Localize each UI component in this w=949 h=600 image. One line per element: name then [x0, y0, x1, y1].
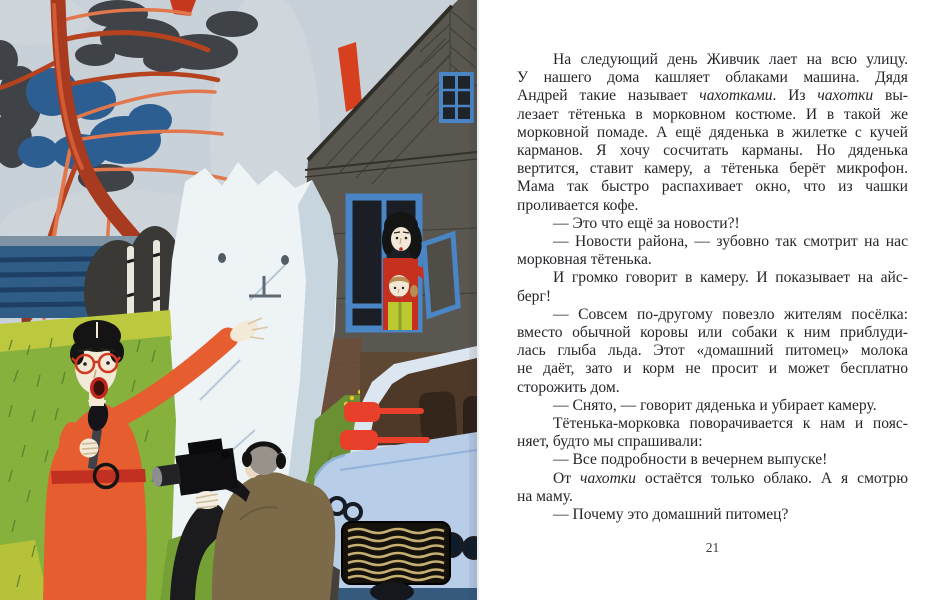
page-number: 21 — [705, 540, 720, 555]
text-line: От чахотки остаётся только облако. А я смотрю — [553, 469, 908, 487]
text-line: карманов. Я хочу сосчитать карманы. Но дяденька — [517, 142, 908, 160]
text-line: на маму. — [517, 487, 573, 505]
text-line: няет, будто мы спрашивали: — [517, 433, 703, 451]
right-page — [477, 0, 949, 600]
text-line: вертится, ставит камеру, а тётенька берёт микрофон. — [517, 160, 908, 178]
text-line: — Это что ещё за новости?! — [553, 214, 740, 232]
text-line: Мама так быстро распахивает окно, что из чашки — [517, 178, 908, 196]
open-mouth — [90, 377, 108, 399]
open-casement — [424, 234, 458, 316]
text-line: лезает тётенька в морковном костюме. И в такой же — [517, 105, 908, 123]
gable-window — [441, 74, 472, 121]
text-line: — Все подробности в вечернем выпуске! — [553, 451, 828, 469]
text-line: Андрей такие называет чахотками. Из чахотки вы- — [517, 87, 908, 105]
text-line: проливается кофе. — [517, 196, 639, 214]
gutter-shade — [469, 0, 477, 600]
text-line: — Новости района, — зубовно так смотрит на нас — [553, 233, 908, 251]
text-line: морковная тётенька. — [517, 251, 652, 269]
text-block — [517, 51, 908, 524]
text-line: морковной помаде. А ещё дяденька в жилетке с кучей — [517, 123, 908, 141]
text-line: не даёт, зато и корм не просит и может бесплатно — [517, 360, 908, 378]
text-line: — Снято, — говорит дяденька и убирает камеру. — [553, 396, 877, 414]
text-line: — Совсем по-другому повезло жителям посёлка: — [553, 305, 908, 323]
text-line: И громко говорит в камеру. И показывает на айс- — [553, 269, 908, 287]
text-line: берг! — [517, 287, 552, 305]
text-line: сторожить дом. — [517, 378, 620, 396]
text-line: Тётенька-морковка поворачивается к нам и пояс- — [553, 415, 908, 433]
text-line: лась глыба льда. Этот «домашний питомец» молока — [517, 342, 908, 360]
text-line: — Почему это домашний питомец? — [553, 506, 789, 524]
text-line: У нашего дома кашляет облаками машина. Дядя — [517, 69, 908, 87]
text-line: На следующий день Живчик лает на всю улицу. — [553, 51, 908, 68]
text-line: вместо обычной коровы или собаки к ним приблуди- — [517, 324, 908, 342]
